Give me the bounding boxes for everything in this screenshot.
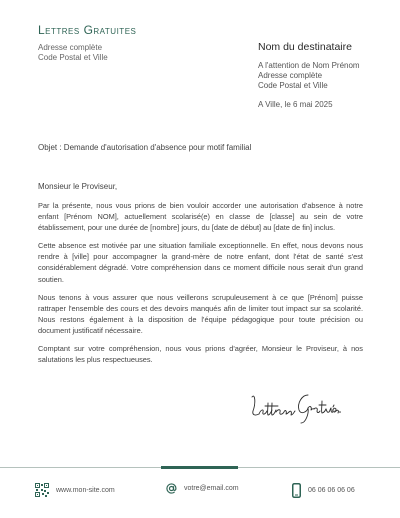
at-sign-icon (166, 483, 177, 494)
footer-email-text: votre@email.com (184, 485, 239, 492)
body-paragraph: Nous tenons à vous assurer que nous veillerons scrupuleusement à ce que [Prénom] puisse rattraper l'ensemble des cours et des devoirs manqués afin de limiter tout impact sur sa scolarité. Nous restons également à la disposition de l'équipe pédagogique pour toute précision ou document justificatif nécessaire. (38, 292, 363, 335)
body-paragraph: Comptant sur votre compréhension, nous vous prions d'agréer, Monsieur le Proviseur, à nos salutations les plus respectueuses. (38, 344, 363, 365)
sender-name: Lettres Gratuites (38, 23, 137, 37)
letter-subject: Objet : Demande d'autorisation d'absence pour motif familial (38, 143, 252, 152)
sender-address-line2: Code Postal et Ville (38, 53, 108, 62)
qr-code-icon (35, 483, 49, 497)
footer-website (35, 483, 115, 497)
recipient-address-line2: Code Postal et Ville (258, 81, 328, 90)
sender-address-line1: Adresse complète (38, 43, 103, 52)
sender-address (38, 43, 108, 63)
footer-accent-bar (161, 466, 238, 469)
signature (246, 387, 346, 427)
body-paragraph: Cette absence est motivée par une situation familiale exceptionnelle. En effet, nous devons nous rendre à [ville] pour accompagner la grand-mère de notre enfant, dont l'état de santé s'est considérablement dégradé. Votre compréhension dans ce moment difficile nous serait d'un grand soutien. (38, 241, 363, 284)
mobile-phone-icon (292, 483, 301, 498)
recipient-attention: A l'attention de Nom Prénom (258, 61, 360, 70)
footer-email (166, 483, 239, 494)
recipient-address-line1: Adresse complète (258, 71, 323, 80)
letter-greeting: Monsieur le Proviseur, (38, 182, 118, 191)
body-paragraph: Par la présente, nous vous prions de bien vouloir accorder une autorisation d'absence à notre enfant [Prénom NOM], actuellement scolarisé(e) en classe de [classe] au sein de votre établissement, pour une durée de [nombre] jours, du [date de début] au [date de fin] inclus. (38, 201, 363, 233)
footer-phone-text: 06 06 06 06 06 (308, 487, 355, 494)
footer-phone (292, 483, 355, 498)
recipient-name: Nom du destinataire (258, 41, 352, 53)
recipient-address (258, 61, 360, 91)
letter-body (38, 200, 363, 372)
letter-date: A Ville, le 6 mai 2025 (258, 100, 333, 109)
footer-website-text: www.mon-site.com (56, 486, 115, 494)
